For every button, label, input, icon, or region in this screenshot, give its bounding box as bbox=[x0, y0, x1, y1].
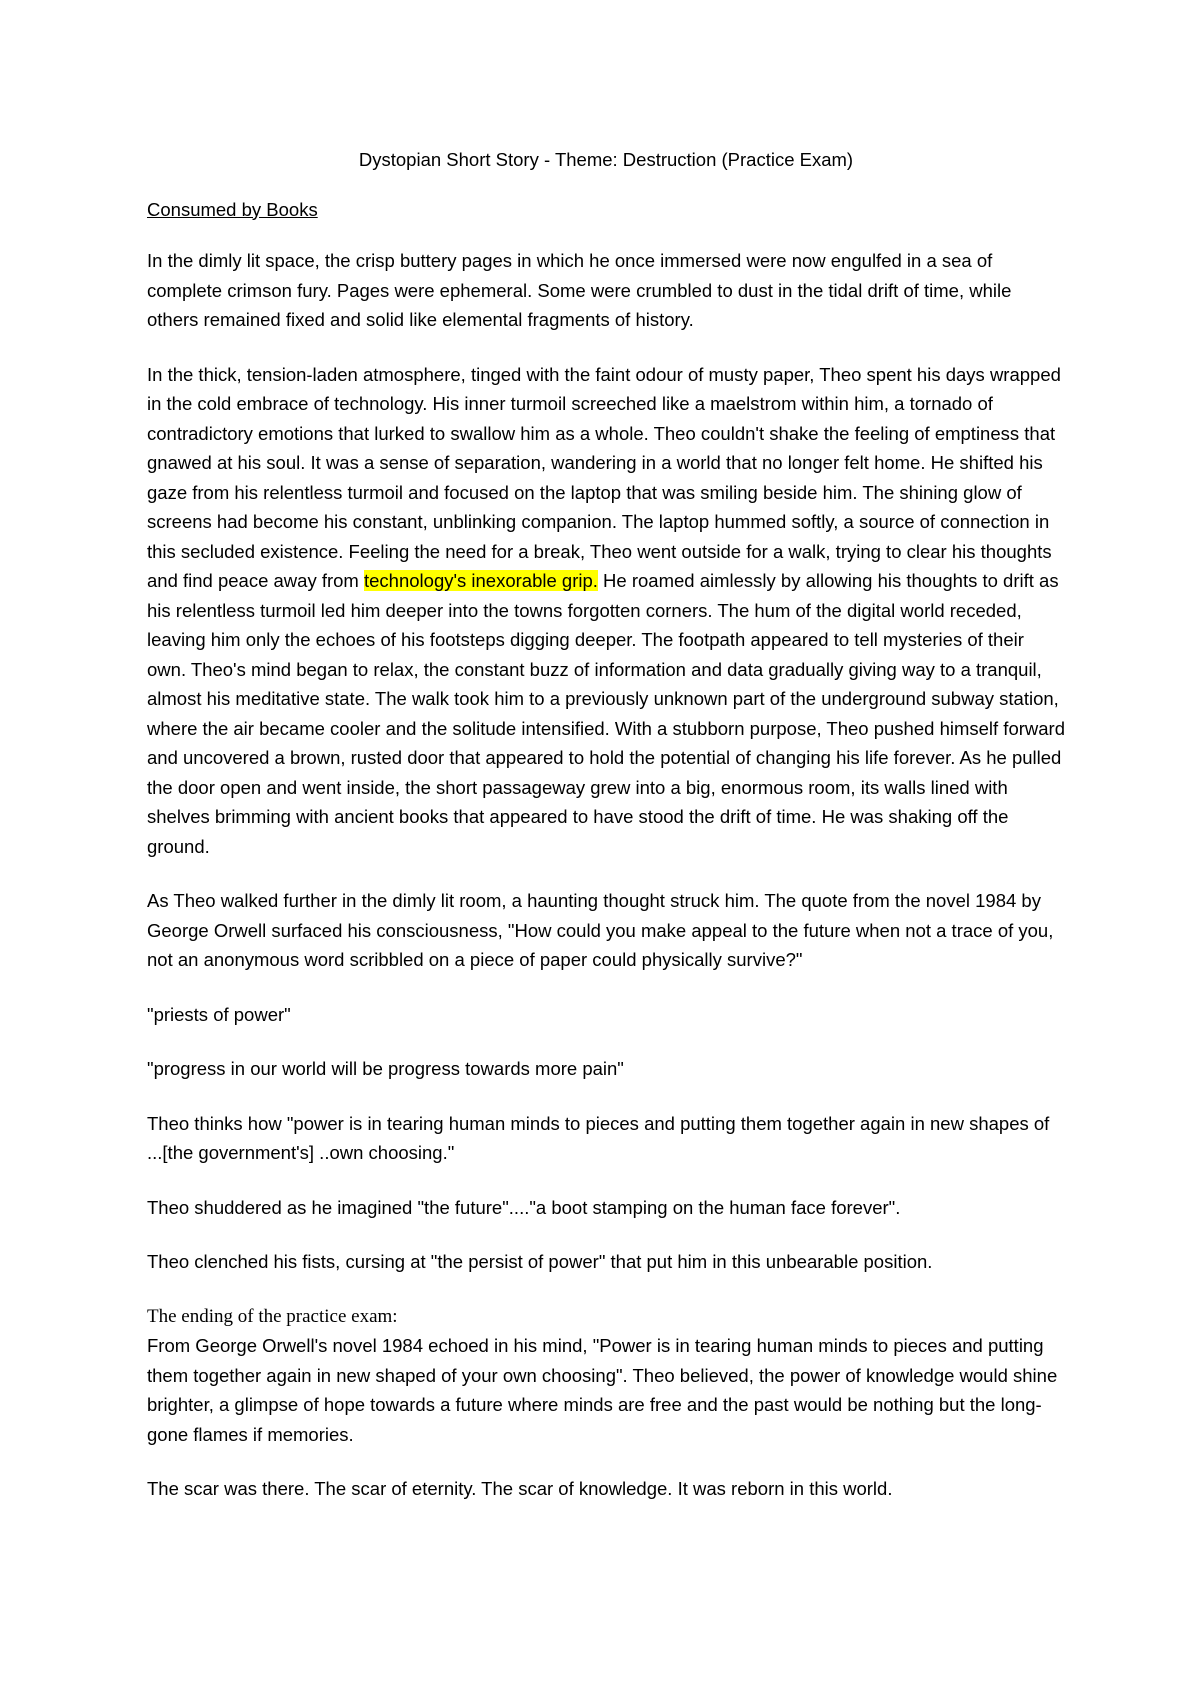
paragraph-power: Theo thinks how "power is in tearing human minds to pieces and putting them together again in new shapes of ...[the government's] ..own choosing." bbox=[147, 1112, 1050, 1163]
paragraph-2-text-start: In the thick, tension-laden atmosphere, tinged with the faint odour of musty paper, Theo spent his days wrapped in the cold embrace of technology. His inner turmoil screeched like a maelstrom within him, a tornado of contradictory emotions that lurked to swallow him as a whole. Theo couldn't shake the feeling of emptiness that gnawed at his soul. It was a sense of separation, wandering in a world that no longer felt home. He shifted his gaze from his relentless turmoil and focused on the laptop that was smiling beside him. The shining glow of screens had become his constant, unblinking companion. The laptop hummed softly, a source of connection in this secluded existence. Feeling the need for a break, Theo went outside for a walk, trying to clear his thoughts and find peace away from bbox=[147, 363, 1061, 591]
ending-heading: The ending of the practice exam: bbox=[147, 1305, 398, 1327]
paragraph-ending: From George Orwell's novel 1984 echoed in his mind, "Power is in tearing human minds to pieces and putting them together again in new shaped of your own choosing". Theo believed, the power of knowledge would shine brighter, a glimpse of hope towards a future where minds are free and the past would be nothing but the long-gone flames if memories. bbox=[147, 1335, 1058, 1445]
document-body bbox=[147, 145, 1065, 1529]
paragraph-fists: Theo clenched his fists, cursing at "the persist of power" that put him in this unbearable position. bbox=[147, 1251, 933, 1272]
paragraph-2-text-end: He roamed aimlessly by allowing his thoughts to drift as his relentless turmoil led him deeper into the towns forgotten corners. The hum of the digital world receded, leaving him only the echoes of his footsteps digging deeper. The footpath appeared to tell mysteries of their own. Theo's mind began to relax, the constant buzz of information and data gradually giving way to a tranquil, almost his meditative state. The walk took him to a previously unknown part of the underground subway station, where the air became cooler and the solitude intensified. With a stubborn purpose, Theo pushed himself forward and uncovered a brown, rusted door that appeared to hold the potential of changing his life forever. As he pulled the door open and went inside, the short passageway grew into a big, enormous room, its walls lined with shelves brimming with ancient books that appeared to have stood the drift of time. He was shaking off the ground. bbox=[147, 570, 1065, 857]
closing-line: The scar was there. The scar of eternity. The scar of knowledge. It was reborn in this world. bbox=[147, 1478, 893, 1499]
paragraph-boot: Theo shuddered as he imagined "the future"...."a boot stamping on the human face forever". bbox=[147, 1196, 901, 1218]
paragraph-1: In the dimly lit space, the crisp buttery pages in which he once immersed were now engulfed in a sea of complete crimson fury. Pages were ephemeral. Some were crumbled to dust in the tidal drift of time, while others remained fixed and solid like elemental fragments of history. bbox=[147, 250, 1012, 330]
highlighted-text: technology's inexorable grip. bbox=[364, 570, 598, 591]
quote-priests-of-power: "priests of power" bbox=[147, 1003, 291, 1025]
quote-progress: "progress in our world will be progress towards more pain" bbox=[147, 1058, 624, 1079]
paragraph-3: As Theo walked further in the dimly lit room, a haunting thought struck him. The quote from the novel 1984 by George Orwell surfaced his consciousness, "How could you make appeal to the future when not a trace of you, not an anonymous word scribbled on a piece of paper could physically survive?" bbox=[147, 890, 1054, 970]
story-title: Consumed by Books bbox=[147, 198, 318, 220]
paragraph-2 bbox=[147, 360, 1065, 862]
document-title: Dystopian Short Story - Theme: Destruction (Practice Exam) bbox=[358, 149, 854, 170]
